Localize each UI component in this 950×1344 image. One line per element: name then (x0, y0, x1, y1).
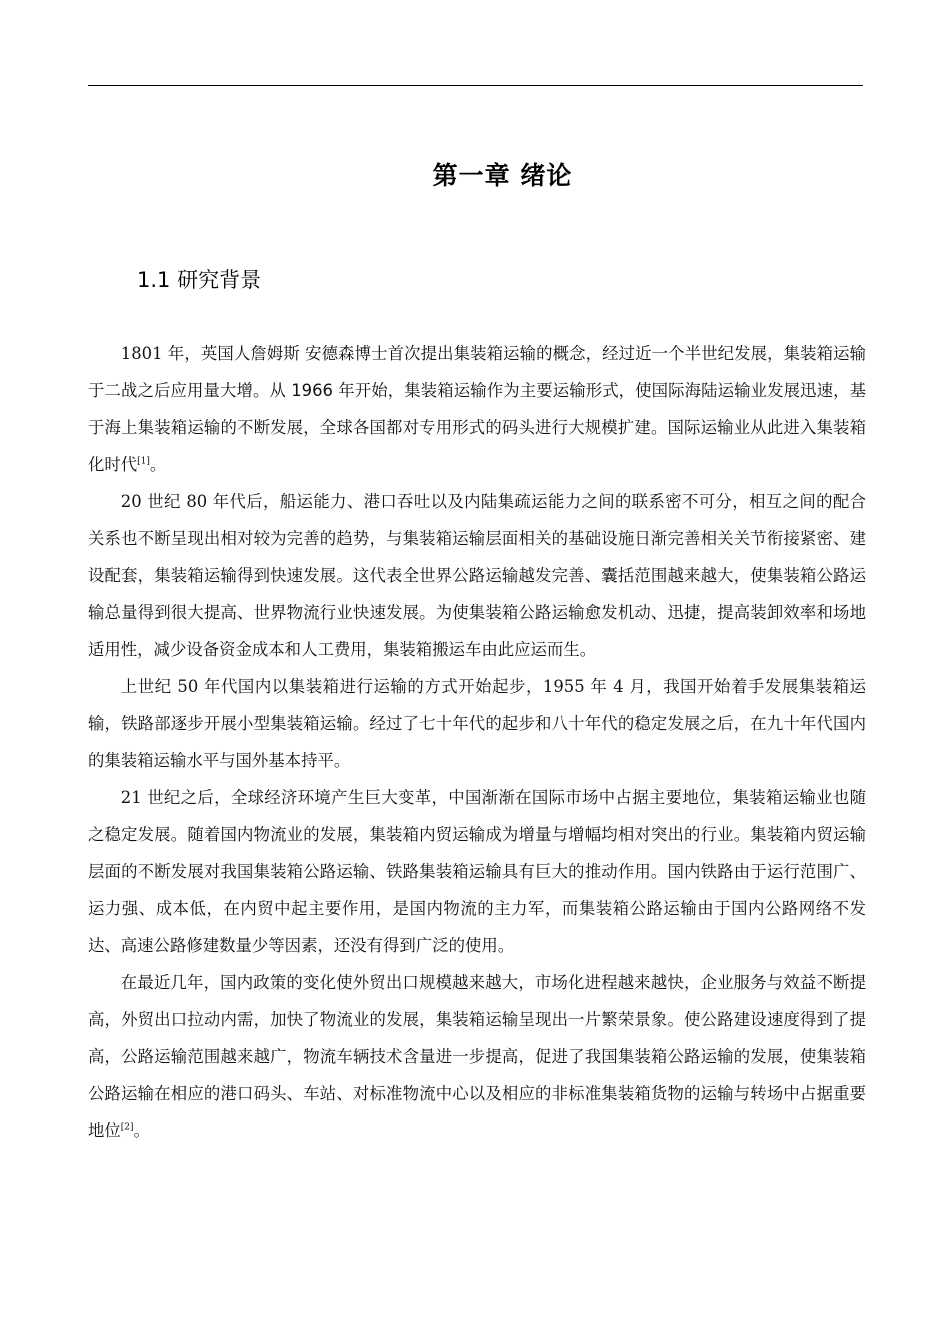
text-span: 。 (133, 1121, 150, 1140)
chapter-title: 第一章 绪论 (432, 161, 573, 190)
text-span: 于 (88, 381, 105, 400)
paragraph-3: 上世纪 50 年代国内以集装箱进行运输的方式开始起步，1955 年 4 月，我国开始着手发展集装箱运输，铁路部逐步开展小型集装箱运输。经过了七十年代的起步和八十年代的稳定发展之后，在九十年代国内的集装箱运输水平与国外基本持平。 (88, 677, 866, 770)
citation-ref: [1] (137, 456, 150, 467)
text-span: 二战之后应用量大增。从 1966 年开始，集装箱运输作为主要运输形式，使国际海陆运输业发展迅速 (104, 381, 834, 400)
text-span: 国际运输业从此进入集装箱化时代 (88, 418, 866, 474)
text-span: 1801 年， (120, 344, 201, 363)
header-rule (88, 85, 863, 86)
section-title: 1.1 研究背景 (137, 268, 262, 292)
text-span: 英国人詹姆斯 安德森博士首次提出集装箱运输的概念，经过近一个半世纪发展，集装箱运输 (200, 344, 866, 363)
paragraph-4: 21 世纪之后，全球经济环境产生巨大变革，中国渐渐在国际市场中占据主要地位，集装箱运输业也随之稳定发展。随着国内物流业的发展，集装箱内贸运输成为增量与增幅均相对突出的行业。集装箱内贸运输层面的不断发展对我国集装箱公路运输、铁路集装箱运输具有巨大的推动作用。国内铁路由于运行范围广、运力强、成本低，在内贸中起主要作用，是国内物流的主力军，而集装箱公路运输由于国内公路网络不发达、高速公路修建数量少等因素，还没有得到广泛的使用。 (88, 788, 866, 955)
text-span: 。 (149, 455, 167, 474)
paragraph-1 (88, 335, 866, 483)
text-span: ，基于海上集装箱运输的不断发展，全球各国都对专用形式的码头进行大规模扩建。 (88, 381, 867, 437)
body-text (88, 335, 866, 1149)
paragraph-2: 20 世纪 80 年代后，船运能力、港口吞吐以及内陆集疏运能力之间的联系密不可分，相互之间的配合关系也不断呈现出相对较为完善的趋势，与集装箱运输层面相关的基础设施日渐完善相关关节衔接紧密、建设配套，集装箱运输得到快速发展。这代表全世界公路运输越发完善、囊括范围越来越大，使集装箱公路运输总量得到很大提高、世界物流行业快速发展。为使集装箱公路运输愈发机动、迅捷，提高装卸效率和场地适用性，减少设备资金成本和人工费用，集装箱搬运车由此应运而生。 (88, 492, 866, 659)
text-span: 在最近几年，国内政策的变化使外贸出口规模越来越大，市场化进程越来越快，企业服务与效益不断提高，外贸出口拉动内需，加快了物流业的发展，集装箱运输呈现出一片繁荣景象。使公路建设速度得到了提高，公路运输范围越来越广，物流车辆技术含量进一步提高，促进了我国集装箱公路运输的发展，使集装箱公路运输在相应的港口码头、车站、对标准物流中心以及相应的非标准集装箱货物的运输与转场中占据重要地位 (88, 973, 866, 1140)
citation-ref: [2] (120, 1122, 134, 1133)
paragraph-5 (88, 964, 866, 1149)
